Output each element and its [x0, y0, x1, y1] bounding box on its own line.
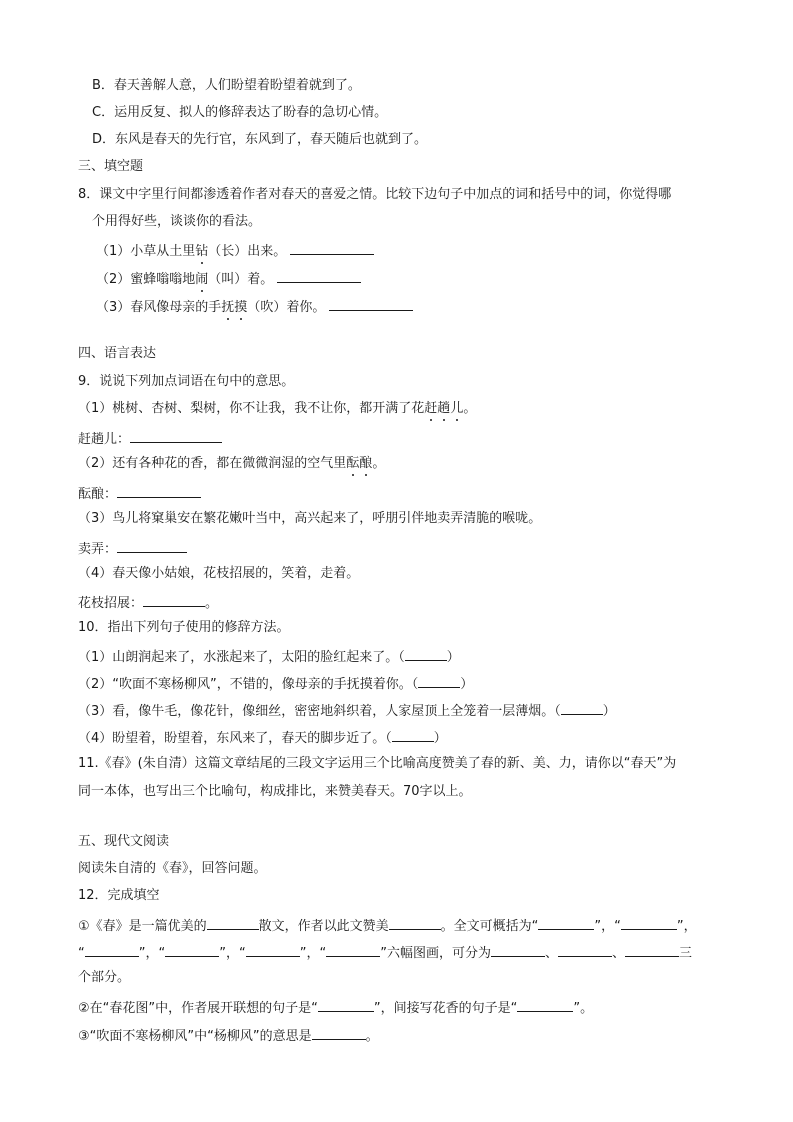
section-5-heading: 五、现代文阅读: [78, 834, 170, 849]
question-9-item-1: [78, 400, 476, 418]
text: （吹）着你。: [247, 300, 326, 315]
text: 、: [544, 946, 558, 961]
question-10-item-3: [78, 700, 616, 721]
section-4-heading: 四、语言表达: [78, 346, 157, 361]
text: （2）蜜蜂嗡嗡地: [96, 272, 196, 287]
answer-blank[interactable]: [246, 942, 300, 957]
text: “: [78, 946, 85, 961]
text: ”，“: [299, 946, 327, 961]
option-b: B．春天善解人意，人们盼望着盼望着就到了。: [92, 78, 361, 93]
text: ）: [446, 650, 460, 665]
answer-blank[interactable]: [329, 296, 413, 311]
option-d: D．东风是春天的先行官，东风到了，春天随后也就到了。: [92, 132, 428, 147]
answer-label: 酝酿：: [78, 487, 118, 502]
text: ”，“: [219, 946, 246, 961]
answer-blank[interactable]: [326, 942, 380, 957]
answer-blank[interactable]: [558, 942, 612, 957]
text: ③“吹面不寒杨柳风”中“杨柳风”的意思是: [78, 1029, 312, 1044]
dotted-word: 闹: [195, 272, 209, 287]
question-8-item-2: [96, 268, 361, 289]
text: （叫）着。: [208, 272, 274, 287]
answer-blank[interactable]: [117, 483, 201, 498]
text: ”，: [676, 919, 697, 934]
text: ”，“: [594, 919, 621, 934]
text: 散文，作者以此文赞美: [258, 919, 389, 934]
question-12-item-3: [78, 1025, 379, 1046]
answer-blank[interactable]: [290, 240, 374, 255]
text: （2）“吹面不寒杨柳风”，不错的，像母亲的手抚摸着你。（: [78, 677, 419, 692]
text: （1）小草从土里: [96, 244, 196, 259]
answer-blank[interactable]: [625, 942, 679, 957]
question-11-line-2: 同一本体，也写出三个比喻句，构成排比，来赞美春天。70字以上。: [78, 784, 472, 799]
answer-blank[interactable]: [117, 538, 187, 553]
text: ”，间接写花香的句子是“: [373, 1001, 518, 1016]
question-8-item-1: [96, 240, 374, 261]
answer-blank[interactable]: [538, 915, 594, 930]
text: 三: [678, 946, 692, 961]
question-9-answer-3: [78, 538, 187, 559]
dotted-word: 酿: [359, 456, 373, 471]
answer-blank[interactable]: [405, 646, 447, 661]
question-10-item-1: [78, 646, 460, 667]
dotted-word: 抚: [221, 300, 235, 315]
question-12-item-1-line-1: [78, 915, 697, 936]
text: 、: [611, 946, 625, 961]
dotted-word: 趟: [437, 401, 451, 416]
question-10: 10．指出下列句子使用的修辞方法。: [78, 620, 290, 635]
question-10-item-2: [78, 673, 473, 694]
answer-blank[interactable]: [517, 997, 573, 1012]
question-12: 12．完成填空: [78, 888, 160, 903]
question-8-line-2: 个用得好些，谈谈你的看法。: [92, 214, 262, 229]
question-10-item-4: [78, 727, 447, 748]
answer-label: 卖弄：: [78, 542, 118, 557]
answer-blank[interactable]: [277, 268, 361, 283]
question-9-answer-2: [78, 483, 201, 504]
answer-blank[interactable]: [143, 592, 205, 607]
dotted-word: 钻: [195, 244, 209, 259]
question-9-answer-4: [78, 592, 218, 613]
text: ”六幅图画，可分为: [380, 946, 491, 961]
answer-blank[interactable]: [418, 673, 460, 688]
answer-blank[interactable]: [165, 942, 219, 957]
answer-blank[interactable]: [621, 915, 677, 930]
answer-blank[interactable]: [85, 942, 139, 957]
text: ”，“: [138, 946, 166, 961]
text: ）: [602, 704, 616, 719]
text: ）: [433, 731, 447, 746]
text: （1）桃树、杏树、梨树，你不让我，我不让你，都开满了花: [78, 401, 425, 416]
text: ”。: [573, 1001, 594, 1016]
dotted-word: 摸: [234, 300, 248, 315]
question-9-answer-1: [78, 428, 222, 449]
dotted-word: 赶: [424, 401, 438, 416]
reading-intro: 阅读朱自清的《春》，回答问题。: [78, 861, 267, 876]
dotted-word: 儿: [450, 401, 464, 416]
question-9-item-2: [78, 455, 385, 473]
answer-blank[interactable]: [491, 942, 545, 957]
text: （1）山朗润起来了，水涨起来了，太阳的脸红起来了。（: [78, 650, 405, 665]
answer-blank[interactable]: [130, 428, 222, 443]
text: （3）看，像牛毛，像花针，像细丝，密密地斜织着，人家屋顶上全笼着一层薄烟。（: [78, 704, 561, 719]
text: ①《春》是一篇优美的: [78, 919, 207, 934]
answer-blank[interactable]: [561, 700, 603, 715]
answer-blank[interactable]: [312, 1025, 366, 1040]
question-12-item-1-line-3: 个部分。: [78, 970, 131, 985]
option-c: C．运用反复、拟人的修辞表达了盼春的急切心情。: [92, 105, 388, 120]
text: 。: [205, 596, 219, 611]
answer-blank[interactable]: [389, 915, 441, 930]
text: （4）盼望着，盼望着，东风来了，春天的脚步近了。（: [78, 731, 392, 746]
text: （长）出来。: [208, 244, 287, 259]
question-9-item-4: （4）春天像小姑娘，花枝招展的，笑着，走着。: [78, 566, 360, 581]
text: （3）春风像母亲的手: [96, 300, 222, 315]
answer-label: 花枝招展：: [78, 596, 144, 611]
question-9-item-3: （3）鸟儿将窠巢安在繁花嫩叶当中，高兴起来了，呼朋引伴地卖弄清脆的喉咙。: [78, 511, 542, 526]
question-9: 9．说说下列加点词语在句中的意思。: [78, 374, 295, 389]
answer-label: 赶趟儿：: [78, 432, 131, 447]
text: 。: [365, 1029, 379, 1044]
answer-blank[interactable]: [207, 915, 259, 930]
answer-blank[interactable]: [318, 997, 374, 1012]
question-8-line-1: 8．课文中字里行间都渗透着作者对春天的喜爱之情。比较下边句子中加点的词和括号中的词，你觉得哪: [78, 187, 672, 202]
answer-blank[interactable]: [392, 727, 434, 742]
text: ）: [460, 677, 474, 692]
dotted-word: 酝: [346, 456, 360, 471]
question-8-item-3: [96, 296, 413, 317]
text: 。: [372, 456, 386, 471]
text: （2）还有各种花的香，都在微微润湿的空气里: [78, 456, 347, 471]
section-3-heading: 三、填空题: [78, 159, 144, 174]
text: 。全文可概括为“: [440, 919, 539, 934]
question-11-line-1: 11.《春》(朱自清）这篇文章结尾的三段文字运用三个比喻高度赞美了春的新、美、力，请你以“春天”为: [78, 756, 677, 771]
text: 。: [463, 401, 477, 416]
question-12-item-2: [78, 997, 593, 1018]
question-12-item-1-line-2: [78, 942, 692, 963]
text: ②在“春花图”中，作者展开联想的句子是“: [78, 1001, 318, 1016]
